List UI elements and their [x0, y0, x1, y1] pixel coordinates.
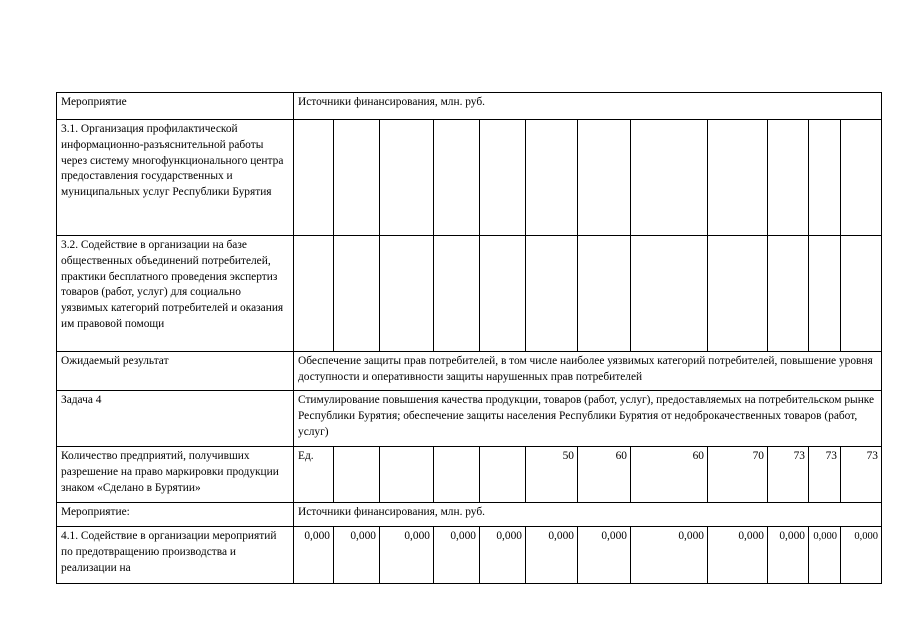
value-cell [526, 236, 578, 352]
value-cell [480, 236, 526, 352]
value-cell [631, 236, 708, 352]
value-cell [334, 120, 380, 236]
value-cell: 0,000 [480, 527, 526, 584]
table-row-task-4 [57, 391, 882, 447]
row-label: 4.1. Содействие в организации мероприятий по предотвращению производства и реализации на [57, 527, 294, 584]
value-cell: 0,000 [578, 527, 631, 584]
value-cell [768, 236, 809, 352]
financing-sources-header: Источники финансирования, млн. руб. [294, 93, 882, 120]
table-row-activity-4-1 [57, 527, 882, 584]
value-cell: 50 [526, 447, 578, 503]
row-label: 3.1. Организация профилактической информационно-разъяснительной работы через систему многофункционального центра предоставления государственных и муниципальных услуг Республики Бурятия [57, 120, 294, 236]
table-row-activity-3-2 [57, 236, 882, 352]
value-cell [526, 120, 578, 236]
value-cell [578, 236, 631, 352]
row-label: Количество предприятий, получивших разрешение на право маркировки продукции знаком «Сделано в Бурятии» [57, 447, 294, 503]
value-cell [434, 236, 480, 352]
expected-result-text: Обеспечение защиты прав потребителей, в том числе наиболее уязвимых категорий потребителей, повышение уровня доступности и оперативности защиты нарушенных прав потребителей [294, 352, 882, 391]
value-cell [294, 236, 334, 352]
value-cell: 0,000 [380, 527, 434, 584]
unit-cell: Ед. [294, 447, 334, 503]
value-cell [841, 120, 882, 236]
value-cell [708, 120, 768, 236]
row-label: Ожидаемый результат [57, 352, 294, 391]
value-cell: 60 [578, 447, 631, 503]
task-description: Стимулирование повышения качества продукции, товаров (работ, услуг), предоставляемых на потребительском рынке Республики Бурятия; обеспечение защиты населения Республики Бурятия от недоброкачественных товаров (работ, услуг) [294, 391, 882, 447]
value-cell [434, 120, 480, 236]
value-cell: 0,000 [526, 527, 578, 584]
value-cell: 60 [631, 447, 708, 503]
value-cell [841, 236, 882, 352]
value-cell [334, 447, 380, 503]
value-cell [809, 236, 841, 352]
row-label: Мероприятие [57, 93, 294, 120]
value-cell [334, 236, 380, 352]
table-row-enterprise-count [57, 447, 882, 503]
value-cell: 73 [768, 447, 809, 503]
value-cell: 73 [809, 447, 841, 503]
value-cell: 0,000 [841, 527, 882, 584]
value-cell: 0,000 [334, 527, 380, 584]
row-label: 3.2. Содействие в организации на базе общественных объединений потребителей, практики бесплатного проведения экспертиз товаров (работ, услуг) для социально уязвимых категорий потребителей и оказания им правовой помощи [57, 236, 294, 352]
table-row-expected-result [57, 352, 882, 391]
table-row-activity-3-1 [57, 120, 882, 236]
value-cell: 0,000 [631, 527, 708, 584]
value-cell [480, 120, 526, 236]
financing-sources-header: Источники финансирования, млн. руб. [294, 503, 882, 527]
value-cell: 0,000 [708, 527, 768, 584]
value-cell [708, 236, 768, 352]
value-cell [294, 120, 334, 236]
row-label: Задача 4 [57, 391, 294, 447]
value-cell [380, 447, 434, 503]
value-cell: 0,000 [809, 527, 841, 584]
value-cell [380, 236, 434, 352]
table-row-activity-header [57, 93, 882, 120]
value-cell [380, 120, 434, 236]
table-row-activity-header-2 [57, 503, 882, 527]
value-cell: 0,000 [768, 527, 809, 584]
row-label: Мероприятие: [57, 503, 294, 527]
value-cell [434, 447, 480, 503]
value-cell: 0,000 [294, 527, 334, 584]
value-cell: 0,000 [434, 527, 480, 584]
value-cell [578, 120, 631, 236]
value-cell [809, 120, 841, 236]
value-cell [631, 120, 708, 236]
value-cell: 70 [708, 447, 768, 503]
document-table [56, 92, 882, 584]
value-cell [480, 447, 526, 503]
value-cell: 73 [841, 447, 882, 503]
value-cell [768, 120, 809, 236]
